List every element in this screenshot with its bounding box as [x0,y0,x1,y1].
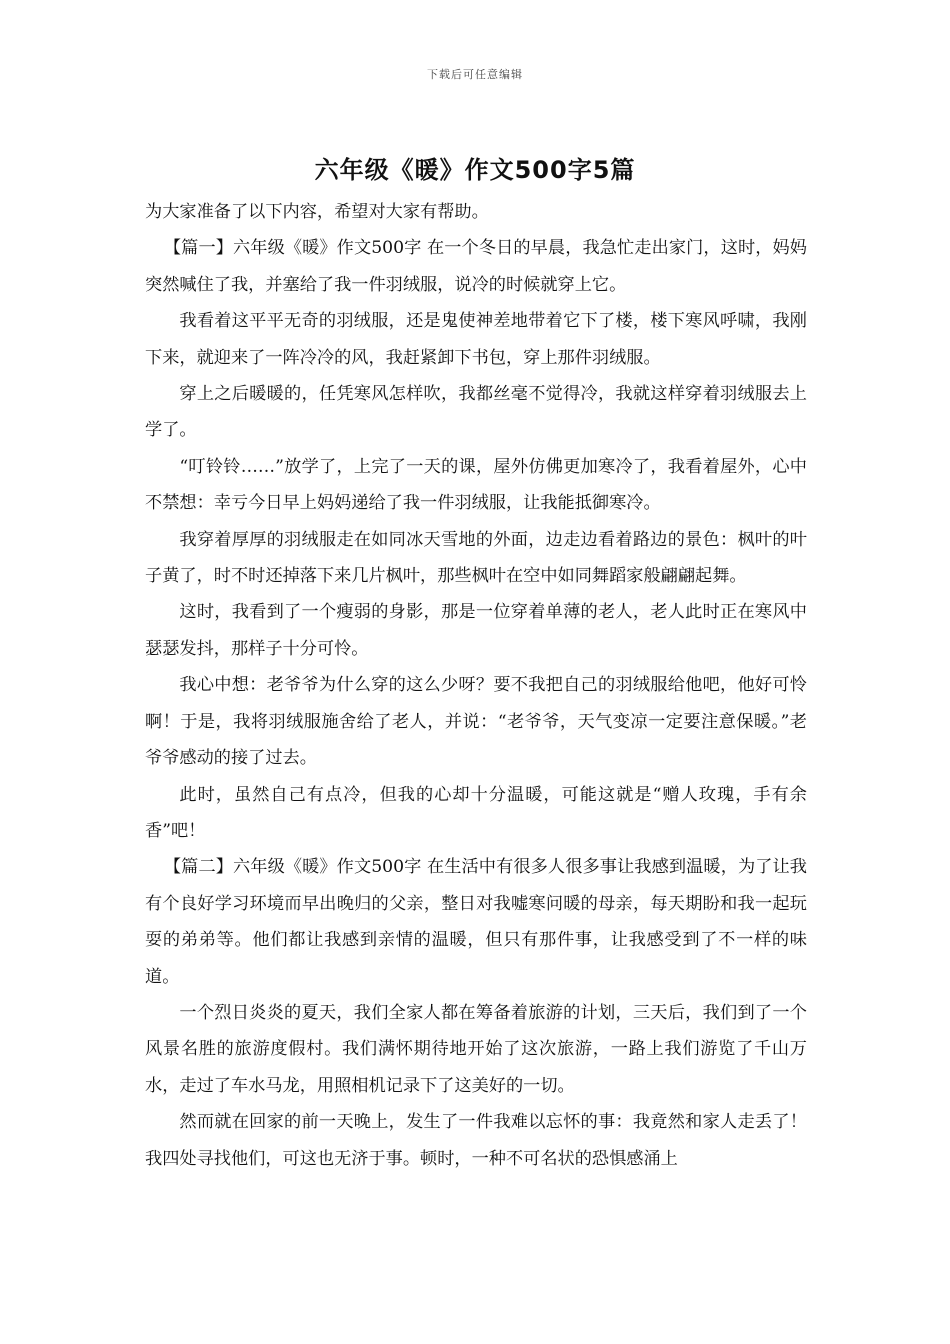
body-paragraph: 我心中想：老爷爷为什么穿的这么少呀？要不我把自己的羽绒服给他吧，他好可怜啊！于是，我将羽绒服施舍给了老人，并说：“老爷爷，天气变凉一定要注意保暖。”老爷爷感动的接了过去。 [145,675,807,769]
body-paragraph: “叮铃铃……”放学了，上完了一天的课，屋外仿佛更加寒冷了，我看着屋外，心中不禁想：幸亏今日早上妈妈递给了我一件羽绒服，让我能抵御寒冷。 [145,456,807,514]
body-paragraph: 我穿着厚厚的羽绒服走在如同冰天雪地的外面，边走边看着路边的景色：枫叶的叶子黄了，时不时还掉落下来几片枫叶，那些枫叶在空中如同舞蹈家般翩翩起舞。 [145,529,807,587]
body-paragraph: 一个烈日炎炎的夏天，我们全家人都在筹备着旅游的计划，三天后，我们到了一个风景名胜的旅游度假村。我们满怀期待地开始了这次旅游，一路上我们游览了千山万水，走过了车水马龙，用照相机记录下了这美好的一切。 [145,1002,807,1096]
body-paragraph: 此时，虽然自己有点冷，但我的心却十分温暖，可能这就是“赠人玫瑰，手有余香”吧！ [145,784,807,841]
section-one-paragraph: 【篇一】六年级《暖》作文500字 在一个冬日的早晨，我急忙走出家门，这时，妈妈突然喊住了我，并塞给了我一件羽绒服，说冷的时候就穿上它。 [145,238,807,295]
body-paragraph: 穿上之后暖暖的，任凭寒风怎样吹，我都丝毫不觉得冷，我就这样穿着羽绒服去上学了。 [145,384,807,441]
intro-paragraph: 为大家准备了以下内容，希望对大家有帮助。 [145,202,489,222]
body-paragraph: 这时，我看到了一个瘦弱的身影，那是一位穿着单薄的老人，老人此时正在寒风中瑟瑟发抖，那样子十分可怜。 [145,602,807,659]
body-paragraph: 我看着这平平无奇的羽绒服，还是鬼使神差地带着它下了楼，楼下寒风呼啸，我刚下来，就迎来了一阵冷冷的风，我赶紧卸下书包，穿上那件羽绒服。 [145,311,807,368]
document-title: 六年级《暖》作文500字5篇 [314,156,636,184]
body-paragraph: 然而就在回家的前一天晚上，发生了一件我难以忘怀的事：我竟然和家人走丢了！我四处寻找他们，可这也无济于事。顿时，一种不可名状的恐惧感涌上 [145,1112,807,1169]
section-two-paragraph: 【篇二】六年级《暖》作文500字 在生活中有很多人很多事让我感到温暖，为了让我有个良好学习环境而早出晚归的父亲，整日对我嘘寒问暖的母亲，每天期盼和我一起玩耍的弟弟等。他们都让我感到亲情的温暖，但只有那件事，让我感受到了不一样的味道。 [145,857,807,987]
document-body [145,194,807,1177]
header-note: 下载后可任意编辑 [427,68,523,81]
